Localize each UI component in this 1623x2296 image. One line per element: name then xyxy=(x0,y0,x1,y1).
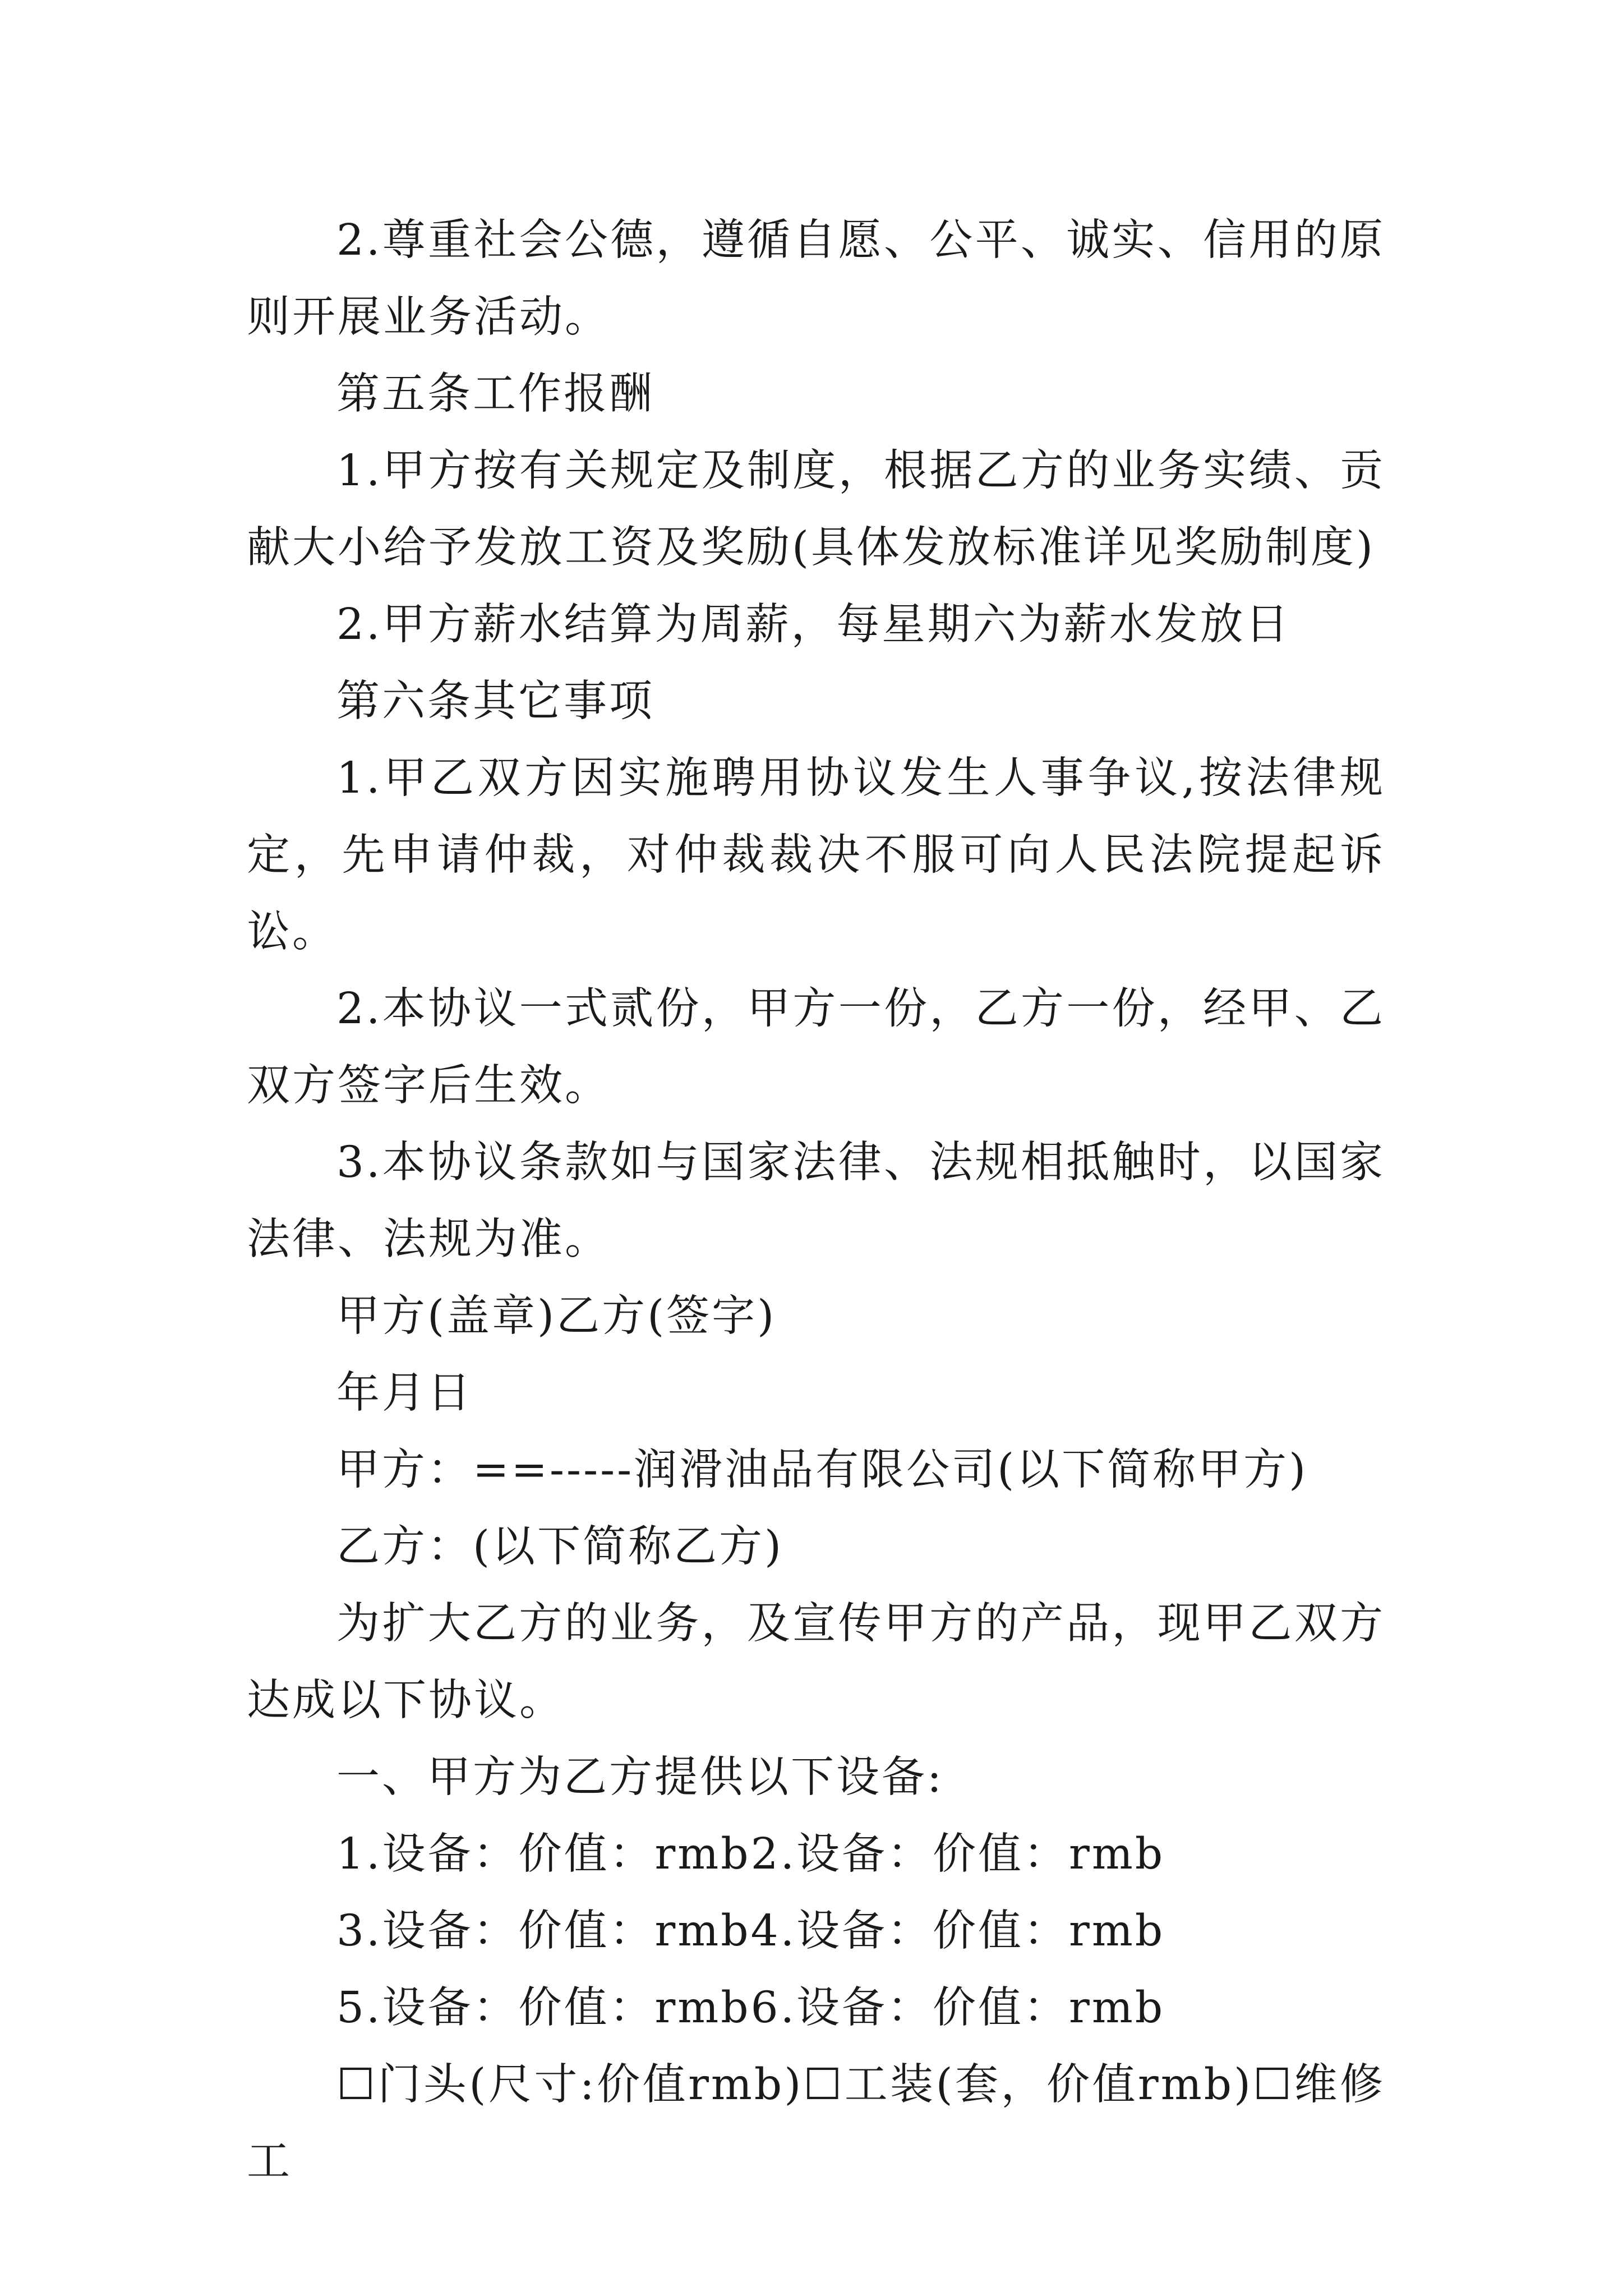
paragraph-salary-rules: 1.甲方按有关规定及制度，根据乙方的业务实绩、贡献大小给予发放工资及奖励(具体发放标准详见奖励制度) xyxy=(247,446,1385,573)
checkbox-items-line: ☐门头(尺寸:价值rmb)☐工装(套，价值rmb)☐维修工 xyxy=(247,2060,1385,2187)
paragraph-disputes: 1.甲乙双方因实施聘用协议发生人事争议,按法律规定，先申请仲裁，对仲裁裁决不服可向人民法院提起诉讼。 xyxy=(247,753,1385,957)
heading-article-6: 第六条其它事项 xyxy=(336,677,654,726)
equipment-line-2: 3.设备：价值：rmb4.设备：价值：rmb xyxy=(336,1906,1165,1956)
document-body xyxy=(247,202,1385,2200)
party-b-line: 乙方：(以下简称乙方) xyxy=(336,1522,784,1572)
signature-line: 甲方(盖章)乙方(签字) xyxy=(336,1291,777,1341)
paragraph-weekly-pay: 2.甲方薪水结算为周薪，每星期六为薪水发放日 xyxy=(336,600,1291,650)
heading-article-5: 第五条工作报酬 xyxy=(336,369,654,419)
paragraph-agreement-intro: 为扩大乙方的业务，及宣传甲方的产品，现甲乙双方达成以下协议。 xyxy=(247,1599,1385,1726)
party-a-line: 甲方：==-----润滑油品有限公司(以下简称甲方) xyxy=(336,1445,1308,1495)
equipment-line-3: 5.设备：价值：rmb6.设备：价值：rmb xyxy=(336,1983,1165,2033)
date-line: 年月日 xyxy=(336,1368,473,1418)
equipment-line-1: 1.设备：价值：rmb2.设备：价值：rmb xyxy=(336,1829,1165,1879)
paragraph-principles: 2.尊重社会公德，遵循自愿、公平、诚实、信用的原则开展业务活动。 xyxy=(247,215,1385,342)
paragraph-legal-precedence: 3.本协议条款如与国家法律、法规相抵触时，以国家法律、法规为准。 xyxy=(247,1138,1385,1264)
heading-equipment: 一、甲方为乙方提供以下设备: xyxy=(336,1752,944,1802)
paragraph-copies: 2.本协议一式贰份，甲方一份，乙方一份，经甲、乙双方签字后生效。 xyxy=(247,984,1385,1111)
